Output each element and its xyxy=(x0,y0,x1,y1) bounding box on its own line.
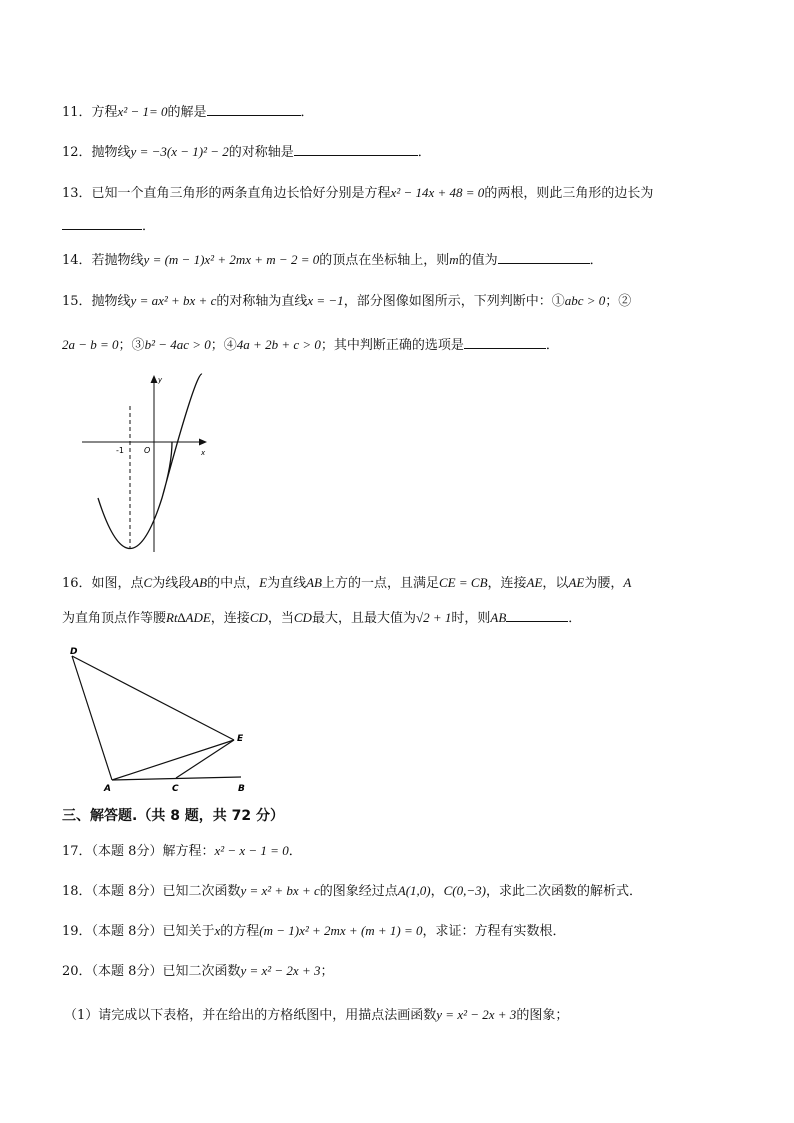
answer-blank[interactable] xyxy=(506,608,568,622)
math-expression: y = −3(x − 1)² − 2 xyxy=(130,144,229,159)
math-expression: y = x² − 2x + 3 xyxy=(436,1007,517,1022)
math-expression: y = ax² + bx + c xyxy=(130,293,217,308)
y-axis-arrow xyxy=(151,375,158,383)
answer-blank[interactable] xyxy=(464,335,546,349)
answer-blank[interactable] xyxy=(207,102,301,116)
math-expression: (m − 1)x² + 2mx + (m + 1) = 0 xyxy=(259,923,423,938)
point-d-label: D xyxy=(70,647,78,657)
math-expression: y = x² + bx + c xyxy=(240,883,320,898)
question-17: 17．（本题 8分）解方程：x² − x − 1 = 0． xyxy=(62,843,302,859)
answer-blank[interactable] xyxy=(498,250,590,264)
point-c-label: C xyxy=(172,784,179,794)
question-15-line-2: 2a − b = 0；③b² − 4ac > 0；④4a + 2b + c > 0；其中判断正确的选项是 ． xyxy=(62,337,559,353)
question-13-line-2: ． xyxy=(62,216,155,236)
answer-blank[interactable] xyxy=(62,216,142,230)
question-16-line-2: 为直角顶点作等腰Rt∆ADE，连接CD，当CD最大，且最大值为√2 + 1时，则AB ． xyxy=(62,610,582,626)
point-b-label: B xyxy=(238,784,245,794)
segment-d-e xyxy=(72,656,234,740)
math-expression: y = x² − 2x + 3 xyxy=(240,963,321,978)
point-a-label: A xyxy=(104,784,111,794)
segment-c-e xyxy=(176,740,234,778)
question-12: 12．抛物线y = −3(x − 1)² − 2的对称轴是 ． xyxy=(62,144,431,160)
question-18: 18．（本题 8分）已知二次函数y = x² + bx + c的图象经过点A(1,0)，C(0,−3)，求此二次函数的解析式． xyxy=(62,883,643,899)
math-expression: x² − x − 1 = 0 xyxy=(214,843,289,858)
x-axis-label: x xyxy=(201,449,206,457)
question-16: 16．如图，点C为线段AB的中点，E为直线AB上方的一点，且满足CE = CB，连接AE，以AE为腰，A xyxy=(62,575,632,591)
section-heading: 三、解答题.（共 8 题，共 72 分） xyxy=(62,808,285,824)
question-19: 19．（本题 8分）已知关于x的方程(m − 1)x² + 2mx + (m + 1) = 0，求证：方程有实数根． xyxy=(62,923,566,939)
point-e-label: E xyxy=(237,734,244,744)
question-14: 14．若抛物线y = (m − 1)x² + 2mx + m − 2 = 0的顶点在坐标轴上，则m的值为 ． xyxy=(62,252,603,268)
question-15: 15．抛物线y = ax² + bx + c的对称轴为直线x = −1，部分图像如图所示，下列判断中：①abc > 0；② xyxy=(62,293,632,309)
question-20: 20．（本题 8分）已知二次函数y = x² − 2x + 3； xyxy=(62,963,334,979)
minus-one-label: -1 xyxy=(116,446,124,455)
segment-d-a xyxy=(72,656,112,780)
math-expression: x² − 14x + 48 = 0 xyxy=(390,185,485,200)
question-20-part-1: （1）请完成以下表格，并在给出的方格纸图中，用描点法画函数y = x² − 2x + 3的图象； xyxy=(64,1007,569,1023)
segment-a-e xyxy=(112,740,234,780)
math-expression: y = (m − 1)x² + 2mx + m − 2 = 0 xyxy=(143,252,320,267)
question-13: 13．已知一个直角三角形的两条直角边长恰好分别是方程x² − 14x + 48 = 0的两根，则此三角形的边长为 xyxy=(62,185,654,201)
answer-blank[interactable] xyxy=(294,142,418,156)
parabola-curve xyxy=(98,374,202,549)
triangle-figure xyxy=(60,644,260,794)
parabola-figure xyxy=(80,372,210,554)
x-axis-arrow xyxy=(199,439,207,446)
math-expression: x² − 1= 0 xyxy=(117,104,168,119)
y-axis-label: y xyxy=(158,376,163,384)
question-11: 11．方程x² − 1= 0的解是 ． xyxy=(62,104,314,120)
origin-label: O xyxy=(144,446,151,455)
